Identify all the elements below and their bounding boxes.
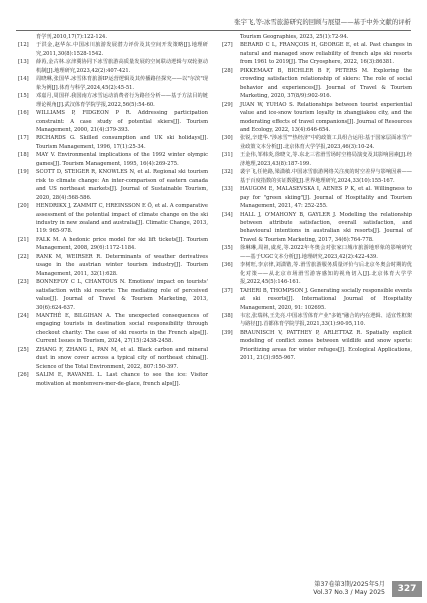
reference-number: [25] — [18, 346, 29, 353]
references-left-column — [18, 33, 208, 388]
reference-text: HAUGOM E, MALASEVSKA I, AENES P K, et al. Willingness to pay for "green skiing"[J]. Journal of Hospitality and Tourism Management, 2021, 47: 252-255. — [240, 186, 412, 210]
reference-number: [26] — [18, 372, 29, 379]
reference-text: SALIM E, RAVANEL L. Last chance to see the ice: Visitor motivation at montenvers-mer-de-glace, french alps[J]. — [36, 372, 208, 387]
reference-number: [18] — [18, 152, 29, 159]
reference-entry — [18, 58, 208, 75]
references-right-column — [222, 33, 412, 363]
reference-text: 于洪金,赵华东.中国冰川旅游发展潜力评价及其空间开发策略[J].地理研究,2011,30(8):1528-1542. — [36, 42, 208, 57]
reference-text: 周晓琳,张国华.冰雪体育旅游IP运营逻辑及其传播路径探究——以"尔滨"现象为例[J].体育与科学,2024,45(2):45-51. — [36, 76, 208, 91]
reference-number: [13] — [18, 59, 29, 66]
reference-text: BRAUNISCH V, PATTHEY P, ARLETTAZ R. Spatially explicit modeling of conflict zones between wildlife and snow sports: Prioritizing areas for winter refuges[J]. Ecological Applications, 2011, 21(3):955-967. — [240, 329, 412, 362]
reference-number: [20] — [18, 203, 29, 210]
reference-entry — [18, 134, 208, 151]
reference-entry — [222, 211, 412, 245]
reference-text: Tourism Geographies, 2023, 25(1):72-94. — [240, 34, 349, 40]
reference-text: PIKKEMAAT B, BICHLER B F, PETERS M. Exploring the crowding satisfaction relationship of skiers: The role of social behavior and experiences[J]. Journal of Travel & Tourism Marketing, 2020, 37(8/9):902-916. — [240, 67, 412, 100]
reference-number: [21] — [18, 236, 29, 243]
header-divider — [16, 30, 411, 31]
reference-number: [27] — [222, 42, 233, 49]
reference-entry — [18, 109, 208, 134]
reference-entry — [18, 236, 208, 253]
reference-entry — [222, 244, 412, 261]
reference-number: [35] — [222, 245, 233, 252]
page-number-badge: 327 — [392, 581, 422, 597]
reference-text: 薛苒,金古林.京津冀协同下冰雪旅游高质量发展的空间联动逻辑与双轮驱动机制[J].地理研究,2023,42(2):407-421. — [36, 59, 208, 74]
reference-text: 育学刊,2010,17(7):122-124. — [36, 34, 107, 40]
reference-text: RANK M, WEIRSER R. Determinants of weather derivatives usage in the austrian winter tourism industry[J]. Tourism Management, 2011, 32(1):628. — [36, 253, 208, 277]
volume-en: Vol.37 No.3 / May 2025 — [313, 589, 385, 597]
reference-text: 邓嘉月,周国祥.我国南方冰雪运动消费者行为路径分析——基于方法目的链理论视角[J].武汉体育学院学报,2022,56(5):54-60. — [36, 93, 208, 108]
reference-number: [16] — [18, 110, 29, 117]
reference-entry — [18, 278, 208, 312]
reference-text: FALK M. A hedonic price model for ski lift tickets[J]. Tourism Management, 2008, 29(6):1172-1184. — [36, 236, 208, 252]
reference-text: TAHERI B, THOMPSON J. Generating socially responsible events at ski resorts[J]. International Journal of Hospitality Management, 2020, 91: 102695. — [240, 287, 412, 311]
reference-text: 裴宇飞,任艳路,梁潇敏.中国冰雪旅游网络关注度的时空差异与影响因素——基于百度指数的实证数据[J].世界地理研究,2024,33(10):155-167. — [240, 169, 412, 184]
reference-number: [32] — [222, 169, 233, 176]
reference-text: 韦宏,张瑞林,王先亮.中国冰雪体育产业"多链"融合的内在逻辑、适宜性框架与路径[J].首都体育学院学报,2021,33(1):90-95,110. — [240, 312, 412, 328]
reference-text: JUAN W, YUHAO S. Relationships between tourist experiential value and ice-snow tourism loyalty in zhangjiakou city, and the moderating effects of travel companions[J]. Journal of Resources and Ecology, 2022, 13(4):646-654. — [240, 101, 412, 133]
reference-entry — [18, 41, 208, 58]
reference-number: [24] — [18, 312, 29, 319]
reference-text: 李树旺,李京律,刘潇锴,等.滑雪旅游服务质量评价与后北京冬奥会时期的优化对策——从北京市场滑雪游客感知的视角切入[J].北京体育大学学报,2022,45(5):146-161. — [240, 262, 412, 286]
running-header: 张宇飞,等:冰雪旅游研究的回顾与展望——基于中外文献的评析 — [234, 18, 411, 26]
reference-entry — [18, 75, 208, 92]
reference-number: [14] — [18, 76, 29, 83]
reference-entry — [222, 67, 412, 101]
reference-entry — [222, 261, 412, 286]
reference-number: [19] — [18, 169, 29, 176]
reference-number: [34] — [222, 211, 233, 218]
reference-number: [39] — [222, 329, 233, 336]
reference-entry — [222, 168, 412, 185]
reference-text: BERARD C L, FRANÇOIS H, GEORGE E, et al. Past changes in natural and managed snow reliability of french alps ski resorts from 1961 to 2019[J]. The Cryosphere, 2022, 16(3):86381. — [240, 42, 412, 66]
reference-number: [17] — [18, 135, 29, 142]
reference-text: HALL J, O'MAHONY B, GAYLER J. Modelling the relationship between attribute satisfaction, overall satisfaction, and behavioural intentions in australian ski resorts[J]. Journal of Travel & Tourism Marketing, 2017, 34(6):764-778. — [240, 211, 412, 243]
reference-text: BONNEFOY C L, CHANTOUS N. Emotions' impact on tourists' satisfaction with ski resorts: The mediating role of perceived value[J]. Journal of Travel & Tourism Marketing, 2013, 30(6):624-637. — [36, 279, 208, 311]
reference-entry — [222, 185, 412, 210]
reference-entry — [222, 151, 412, 168]
reference-number: [28] — [222, 67, 233, 74]
reference-text: HENDRIKX J, ZAMMIT C, HREINSSON E Ö, et al. A comparative assessment of the potential impact of climate change on the ski industry in new zealand and australia[J]. Climatic Change, 2013, 119: 965-978. — [36, 203, 208, 235]
volume-cn: 第37卷第3期/2025年5月 — [314, 581, 385, 588]
reference-number: [31] — [222, 152, 233, 159]
reference-entry — [222, 101, 412, 135]
reference-text: 王金伟,邹韩炎,徐晓文,等.东北三省滑雪场时空格局演变及其影响因素[J].经济地理,2023,43(8):187-199. — [240, 152, 412, 167]
reference-entry — [18, 253, 208, 278]
reference-number: [22] — [18, 253, 29, 260]
reference-number: [15] — [18, 93, 29, 100]
reference-entry — [222, 329, 412, 363]
reference-entry — [222, 33, 412, 41]
reference-number: [37] — [222, 287, 233, 294]
reference-number: [36] — [222, 262, 233, 269]
reference-text: MAY V. Environmental implications of the 1992 winter olympic games[J]. Tourism Management, 1995, 16(4):269-275. — [36, 152, 208, 167]
reference-number: [38] — [222, 312, 233, 319]
reference-number: [33] — [222, 186, 233, 193]
reference-number: [30] — [222, 135, 233, 142]
reference-entry — [18, 168, 208, 202]
reference-number: [23] — [18, 279, 29, 286]
reference-text: 徐琳琳,周祖,虞虎,等.2022年冬奥会对张家口城市旅游地形象的影响研究——基于UGC文本分析[J].地理研究,2023,42(2):422-439. — [240, 245, 412, 260]
reference-number: [12] — [18, 42, 29, 49]
reference-entry — [18, 346, 208, 371]
journal-volume-info — [313, 581, 385, 597]
reference-text: MANTHÉ E, BILGIHAN A. The unexpected consequences of engaging tourists in destination social responsibility through checkout charity: The case of ski resorts in the French alps[J]. Current Issues in Tourism, 2024, 27(15):2438-2458. — [36, 312, 208, 345]
reference-entry — [18, 371, 208, 388]
reference-entry — [18, 151, 208, 168]
reference-entry — [222, 287, 412, 312]
reference-number: [29] — [222, 101, 233, 108]
reference-text: ZHANG F, ZHANG L, PAN M, et al. Black carbon and mineral dust in snow cover across a typical city of northeast china[J]. Science of the Total Environment, 2022, 807:150-397. — [36, 346, 208, 370]
reference-entry — [222, 312, 412, 329]
reference-text: RICHARDS G. Skilled consumption and UK ski holidays[J]. Tourism Management, 1996, 17(1):25-34. — [36, 135, 208, 150]
reference-entry — [18, 202, 208, 236]
reference-entry — [222, 41, 412, 66]
reference-entry — [18, 312, 208, 346]
reference-text: 张锐,辛建华."涉冰雪""热经济"中的政策工具组合运用:基于国家层面冰雪产业政策文本分析[J].北京体育大学学报,2023,46(3):10-24. — [240, 135, 412, 150]
reference-text: WILLIAMS P, FIDGEON P R. Addressing participation constraint: A case study of potential skiers[J]. Tourism Management, 2000, 21(4):379-393. — [36, 110, 208, 133]
reference-entry — [222, 134, 412, 151]
reference-entry — [18, 33, 208, 41]
reference-entry — [18, 92, 208, 109]
reference-text: SCOTT D, STEIGER R, KNOWLES N, et al. Regional ski tourism risk to climate change: An inter-comparison of eastern canada and US northeast markets[J]. Journal of Sustainable Tourism, 2020, 28(4):568-586. — [36, 169, 208, 201]
